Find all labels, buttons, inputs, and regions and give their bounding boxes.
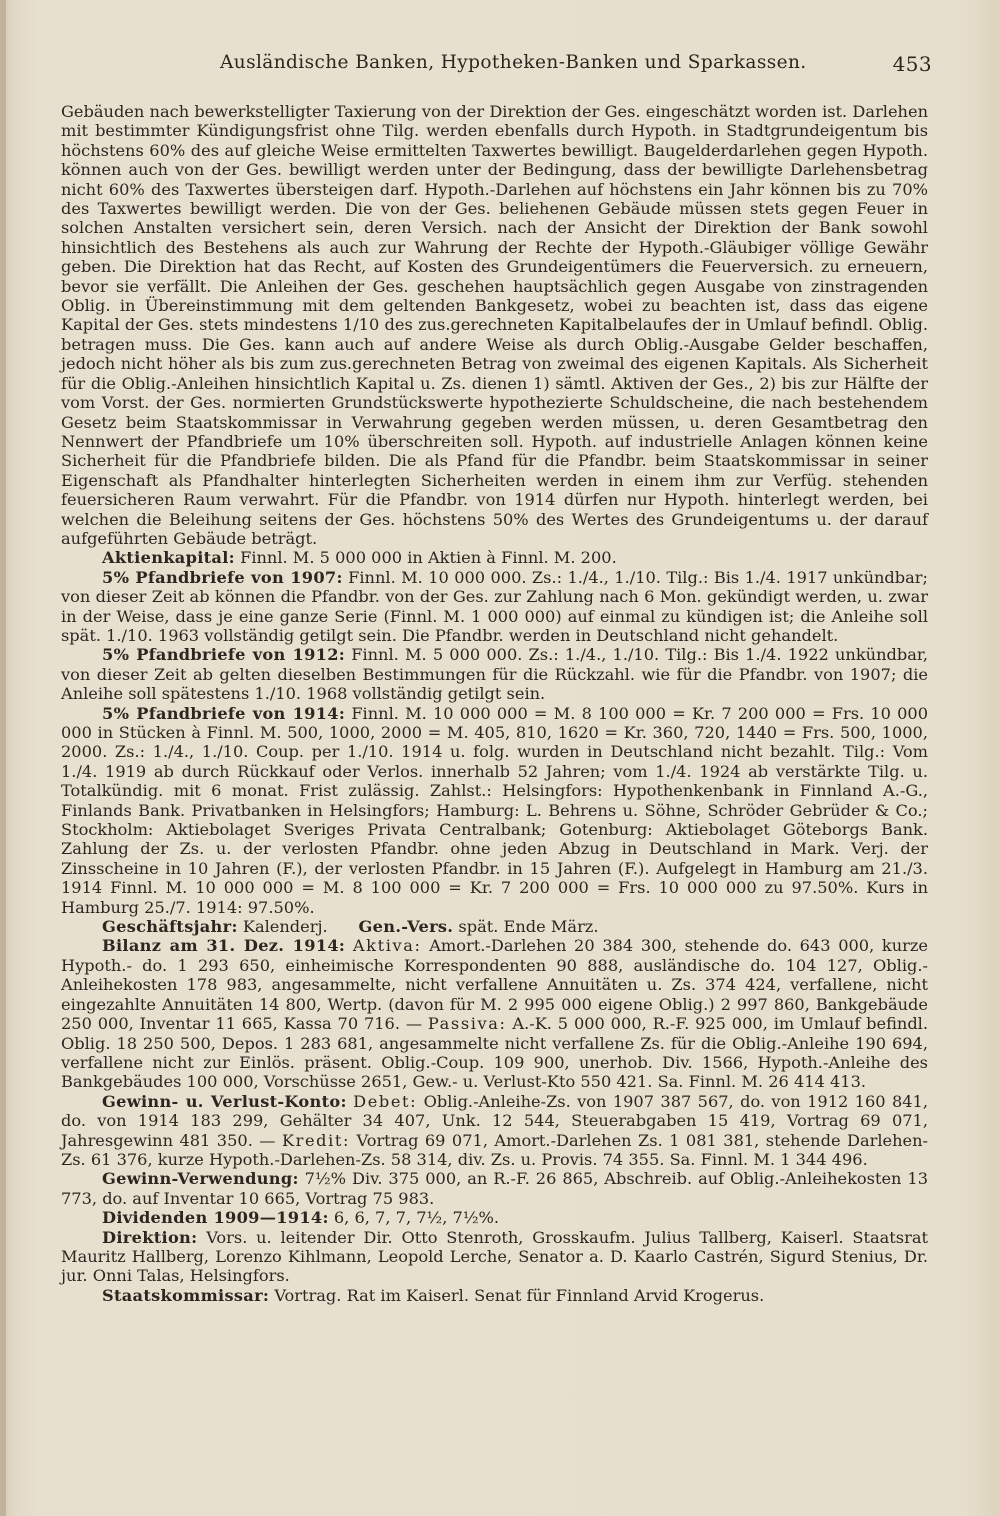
gewinnverwendung-paragraph: [61, 1169, 928, 1208]
gewinnverwendung-label: Gewinn-Verwendung:: [102, 1169, 299, 1189]
pfandbriefe-1907-paragraph: [61, 568, 928, 646]
pfandbriefe-1912-text: Finnl. M. 5 000 000. Zs.: 1./4., 1./10. Tilg.: Bis 1./4. 1922 unkündbar, von dieser Zeit ab gelten dieselben Bestimmungen für die Rückzahl. wie für die Pfandbr. von 1907; die Anleihe soll spätestens 1./10. 1968 vollständig getilgt sein.: [61, 645, 928, 704]
article-body: [61, 102, 928, 1305]
staatskommissar-text: Vortrag. Rat im Kaiserl. Senat für Finnland Arvid Krogerus.: [269, 1285, 765, 1305]
gewinnverwendung-text: 7½% Div. 375 000, an R.-F. 26 865, Abschreib. auf Oblig.-Anleihekosten 13 773, do. auf Inventar 10 665, Vortrag 75 983.: [61, 1169, 928, 1208]
dividenden-paragraph: [61, 1208, 928, 1227]
debet-label: Debet:: [353, 1091, 418, 1111]
staatskommissar-label: Staatskommissar:: [102, 1285, 270, 1305]
genvers-label: Gen.-Vers.: [358, 917, 454, 937]
direktion-text: Vors. u. leitender Dir. Otto Stenroth, Grosskaufm. Julius Tallberg, Kaiserl. Staatsrat Mauritz Hallberg, Lorenzo Kihlmann, Leopold Lerche, Senator a. D. Kaarlo Castrén, Sigurd Stenius, Dr. jur. Onni Talas, Helsingfors.: [61, 1227, 928, 1286]
guv-label: Gewinn- u. Verlust-Konto:: [102, 1091, 347, 1111]
pfandbriefe-1914-label: 5% Pfandbriefe von 1914:: [102, 703, 346, 723]
pfandbriefe-1907-label: 5% Pfandbriefe von 1907:: [102, 567, 343, 587]
genvers-text: spät. Ende März.: [453, 917, 599, 937]
guv-paragraph: [61, 1092, 928, 1170]
pfandbriefe-1912-paragraph: [61, 645, 928, 703]
pfandbriefe-1914-paragraph: [61, 704, 928, 917]
page-number: 453: [892, 52, 932, 76]
kredit-text: Vortrag 69 071, Amort.-Darlehen Zs. 1 081 381, stehende Darlehen-Zs. 61 376, kurze Hypoth.-Darlehen-Zs. 58 314, div. Zs. u. Provis. 74 355. Sa. Finnl. M. 1 344 496.: [61, 1130, 928, 1169]
aktiva-text: Amort.-Darlehen 20 384 300, stehende do. 643 000, kurze Hypoth.- do. 1 293 650, einheimische Korrespondenten 90 888, ausländische do. 104 127, Oblig.-Anleihekosten 178 983, angesammelte, nicht verfallene Annuitäten u. Zs. 374 424, verfallene, nicht eingezahlte Annuitäten 14 800, Wertp. (davon für M. 2 995 000 eigene Oblig.) 2 997 860, Bankgebäude 250 000, Inventar 11 665, Kassa 70 716. —: [61, 936, 928, 1034]
dividenden-text: 6, 6, 7, 7, 7½, 7½%.: [328, 1208, 500, 1228]
geschaeftsjahr-text: Kalenderj.: [237, 917, 328, 937]
aktiva-label: Aktiva:: [352, 936, 422, 956]
pfandbriefe-1914-text: Finnl. M. 10 000 000 = M. 8 100 000 = Kr. 7 200 000 = Frs. 10 000 000 in Stücken à Finnl. M. 500, 1000, 2000 = M. 405, 810, 1620 = Kr. 360, 720, 1440 = Frs. 500, 1000, 2000. Zs.: 1./4., 1./10. Coup. per 1./10. 1914 u. folg. wurden in Deutschland nicht bezahlt. Tilg.: Vom 1./4. 1919 ab durch Rückkauf oder Verlos. innerhalb 52 Jahren; vom 1./4. 1924 ab verstärkte Tilg. u. Totalkündig. mit 6 monat. Frist zulässig. Zahlst.: Helsingfors: Hypothenkenbank in Finnland A.-G., Finlands Bank. Privatbanken in Helsingfors; Hamburg: L. Behrens u. Söhne, Schröder Gebrüder & Co.; Stockholm: Aktiebolaget Sveriges Privata Centralbank; Gotenburg: Aktiebolaget Göteborgs Bank. Zahlung der Zs. u. der verlosten Pfandbr. ohne jeden Abzug in Deutschland in Mark. Verj. der Zinsscheine in 10 Jahren (F.), der verlosten Pfandbr. in 15 Jahren (F.). Aufgelegt in Hamburg am 21./3. 1914 Finnl. M. 10 000 000 = M. 8 100 000 = Kr. 7 200 000 = Frs. 10 000 000 zu 97.50%. Kurs in Hamburg 25./7. 1914: 97.50%.: [61, 703, 928, 917]
geschaeftsjahr-label: Geschäftsjahr:: [102, 917, 238, 937]
direktion-paragraph: [61, 1228, 928, 1286]
staatskommissar-paragraph: [61, 1286, 928, 1305]
passiva-label: Passiva:: [427, 1014, 507, 1034]
kredit-label: Kredit:: [281, 1130, 351, 1150]
page-gutter: [0, 0, 6, 1516]
bilanz-paragraph: [61, 936, 928, 1091]
running-header: [220, 52, 932, 78]
pfandbriefe-1907-text: Finnl. M. 10 000 000. Zs.: 1./4., 1./10. Tilg.: Bis 1./4. 1917 unkündbar; von dieser Zeit ab können die Pfandbr. von der Ges. zur Zahlung nach 6 Mon. gekündigt werden, u. zwar in der Weise, dass je eine ganze Serie (Finnl. M. 1 000 000) auf einmal zu kündigen ist; die Anleihe soll spät. 1./10. 1963 vollständig getilgt sein. Die Pfandbr. werden in Deutschland nicht gehandelt.: [61, 567, 928, 645]
aktienkapital-text: Finnl. M. 5 000 000 in Aktien à Finnl. M. 200.: [234, 548, 617, 568]
debet-text: Oblig.-Anleihe-Zs. von 1907 387 567, do. von 1912 160 841, do. von 1914 183 299, Gehälter 34 407, Unk. 12 544, Steuerabgaben 15 419, Vortrag 69 071, Jahresgewinn 481 350. —: [61, 1091, 928, 1150]
aktienkapital-paragraph: [61, 548, 928, 567]
direktion-label: Direktion:: [102, 1227, 198, 1247]
aktienkapital-label: Aktienkapital:: [102, 548, 235, 568]
header-title: Ausländische Banken, Hypotheken-Banken und Sparkassen.: [220, 52, 807, 73]
intro-paragraph: Gebäuden nach bewerkstelligter Taxierung von der Direktion der Ges. eingeschätzt worden ist. Darlehen mit bestimmter Kündigungsfrist ohne Tilg. werden ebenfalls durch Hypoth. in Stadtgrundeigentum bis höchstens 60% des auf gleiche Weise ermittelten Taxwertes bewilligt. Baugelderdarlehen gegen Hypoth. können auch von der Ges. bewilligt werden unter der Bedingung, dass der bewilligte Darlehensbetrag nicht 60% des Taxwertes übersteigen darf. Hypoth.-Darlehen auf höchstens ein Jahr können bis zu 70% des Taxwertes bewilligt werden. Die von der Ges. beliehenen Gebäude müssen stets gegen Feuer in solchen Anstalten versichert sein, deren Versich. nach der Ansicht der Direktion der Bank sowohl hinsichtlich des Bestehens als auch zur Wahrung der Rechte der Hypoth.-Gläubiger völlige Gewähr geben. Die Direktion hat das Recht, auf Kosten des Grundeigentümers die Feuerversich. zu erneuern, bevor sie verfällt. Die Anleihen der Ges. geschehen hauptsächlich gegen Ausgabe von zinstragenden Oblig. in Übereinstimmung mit dem geltenden Bankgesetz, wobei zu beachten ist, dass das eigene Kapital der Ges. stets mindestens 1/10 des zus.gerechneten Kapitalbelaufes der in Umlauf befindl. Oblig. betragen muss. Die Ges. kann auch auf andere Weise als durch Oblig.-Ausgabe Gelder beschaffen, jedoch nicht höher als bis zum zus.gerechneten Betrag von zweimal des eigenen Kapitals. Als Sicherheit für die Oblig.-Anleihen hinsichtlich Kapital u. Zs. dienen 1) sämtl. Aktiven der Ges., 2) bis zur Hälfte der vom Vorst. der Ges. normierten Grundstückswerte hypothezierte Schuldscheine, die nach bestehendem Gesetz beim Staatskommissar in Verwahrung gegeben werden müssen, u. deren Gesamtbetrag den Nennwert der Pfandbriefe um 10% überschreiten soll. Hypoth. auf industrielle Anlagen können keine Sicherheit für die Pfandbriefe bilden. Die als Pfand für die Pfandbr. beim Staatskommissar in seiner Eigenschaft als Pfandhalter hinterlegten Sicherheiten werden in einem ihm zur Verfüg. stehenden feuersicheren Raum verwahrt. Für die Pfandbr. von 1914 dürfen nur Hypoth. hinterlegt werden, bei welchen die Beleihung seitens der Ges. höchstens 50% des Wertes des Grundeigentums u. der darauf aufgeführten Gebäude beträgt.: [61, 102, 928, 548]
geschaeftsjahr-paragraph: [61, 917, 928, 936]
pfandbriefe-1912-label: 5% Pfandbriefe von 1912:: [102, 645, 346, 665]
dividenden-label: Dividenden 1909—1914:: [102, 1208, 329, 1228]
bilanz-label: Bilanz am 31. Dez. 1914:: [102, 936, 346, 956]
passiva-text: A.-K. 5 000 000, R.-F. 925 000, im Umlauf befindl. Oblig. 18 250 500, Depos. 1 283 681, angesammelte nicht verfallene Zs. für die Oblig.-Anleihe 190 694, verfallene nicht zur Einlös. präsent. Oblig.-Coup. 109 900, unerhob. Div. 1566, Hypoth.-Anleihe des Bankgebäudes 100 000, Vorschüsse 2651, Gew.- u. Verlust-Kto 550 421. Sa. Finnl. M. 26 414 413.: [61, 1014, 928, 1092]
